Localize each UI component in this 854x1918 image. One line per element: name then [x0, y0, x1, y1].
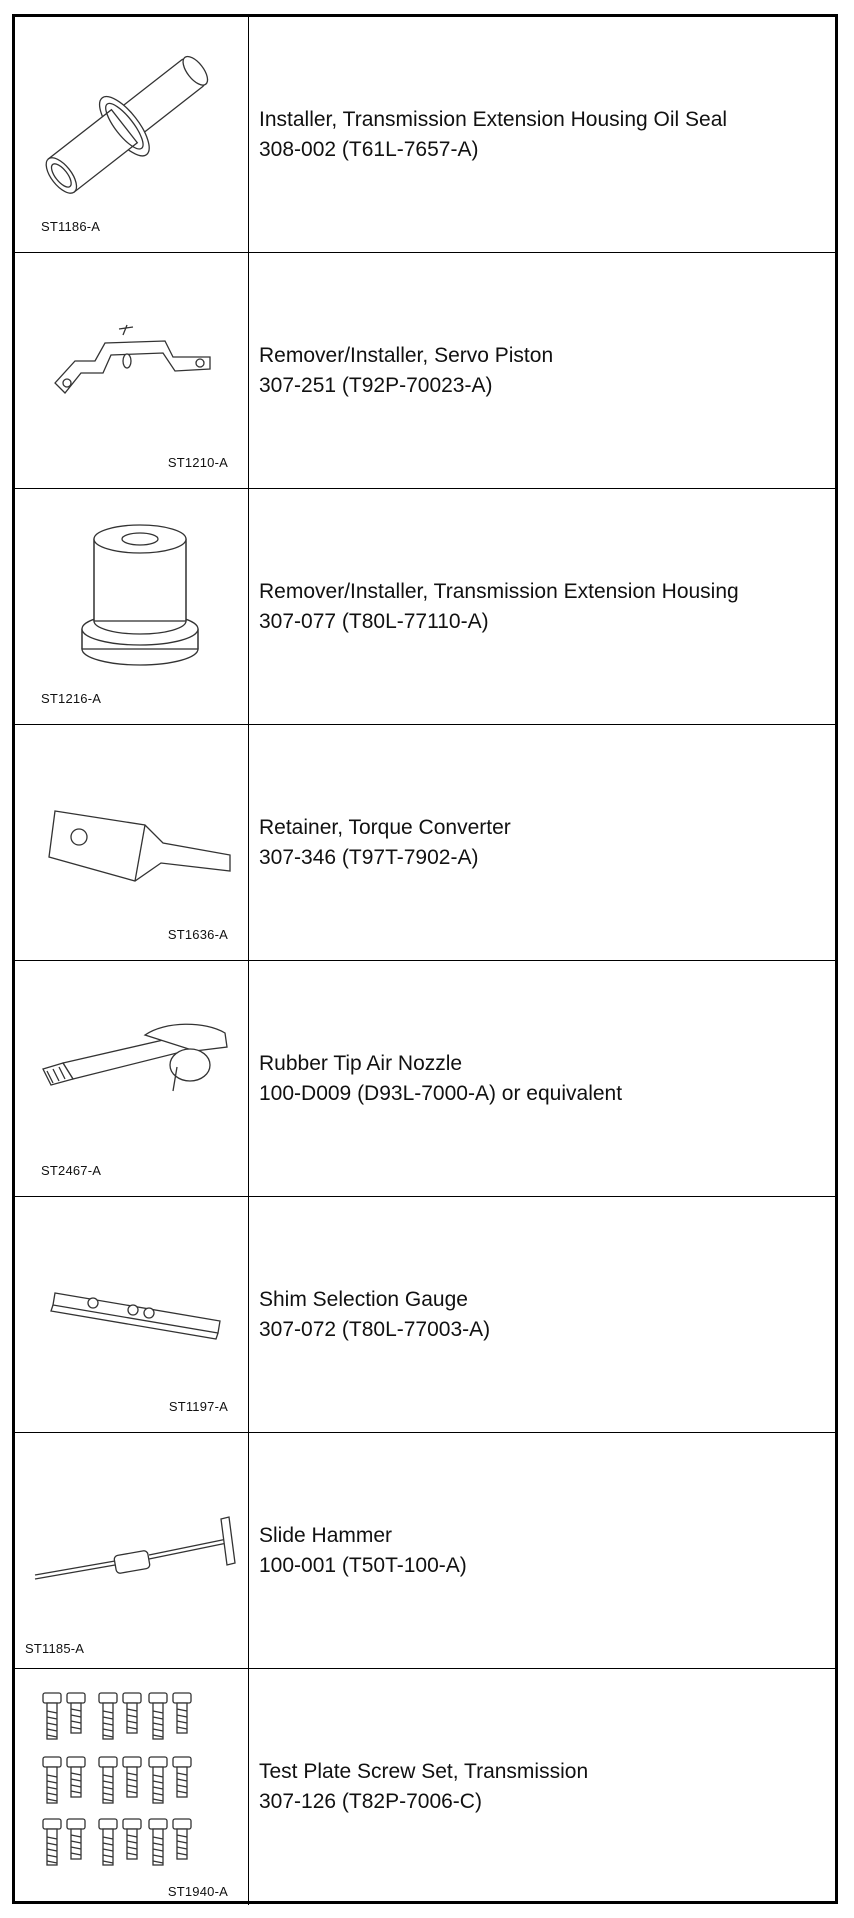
- tool-row: [15, 17, 835, 253]
- figure-code: ST1186-A: [41, 219, 101, 234]
- figure-code: ST1210-A: [167, 455, 228, 470]
- servo-piston-tool-icon: [15, 253, 249, 489]
- seal-installer-icon: [15, 17, 249, 253]
- figure-code: ST1197-A: [168, 1399, 228, 1414]
- figure-code: ST1636-A: [167, 927, 228, 942]
- figure-code: ST1185-A: [25, 1641, 85, 1656]
- tool-row: [15, 1669, 835, 1905]
- figure-code: ST1216-A: [41, 691, 102, 706]
- tool-illustration-cell: [15, 961, 249, 1196]
- tool-description: [259, 1669, 829, 1905]
- tool-title: Remover/Installer, Servo Piston: [259, 343, 554, 367]
- tool-row: [15, 1433, 835, 1669]
- tool-title: Test Plate Screw Set, Transmission: [259, 1760, 589, 1783]
- figure-code: ST1940-A: [167, 1884, 228, 1899]
- tool-title: Rubber Tip Air Nozzle: [259, 1051, 463, 1075]
- figure-code: ST2467-A: [41, 1163, 102, 1178]
- tool-description: [259, 489, 829, 724]
- tool-illustration-cell: [15, 253, 249, 488]
- tool-row: [15, 253, 835, 489]
- air-nozzle-icon: [15, 961, 249, 1197]
- tool-description: [259, 725, 829, 960]
- tool-part-number: 308-002 (T61L-7657-A): [259, 137, 479, 161]
- tool-illustration-cell: [15, 17, 249, 252]
- tool-title: Retainer, Torque Converter: [259, 815, 511, 839]
- tool-title: Slide Hammer: [259, 1523, 393, 1547]
- tool-illustration-cell: [15, 725, 249, 960]
- tool-description: [259, 1433, 829, 1668]
- tool-part-number: 100-D009 (D93L-7000-A) or equivalent: [259, 1081, 623, 1105]
- tool-part-number: 100-001 (T50T-100-A): [259, 1553, 467, 1577]
- tool-description: [259, 961, 829, 1196]
- tool-title: Installer, Transmission Extension Housing Oil Seal: [259, 107, 728, 131]
- tool-description: [259, 17, 829, 252]
- tool-illustration-cell: [15, 489, 249, 724]
- tool-row: [15, 961, 835, 1197]
- tool-part-number: 307-251 (T92P-70023-A): [259, 373, 493, 397]
- tool-part-number: 307-077 (T80L-77110-A): [259, 609, 489, 633]
- tool-part-number: 307-072 (T80L-77003-A): [259, 1317, 491, 1341]
- tool-description: [259, 253, 829, 488]
- tool-illustration-cell: [15, 1433, 249, 1668]
- retainer-strap-icon: [15, 725, 249, 961]
- special-tools-table: [12, 14, 838, 1904]
- tool-part-number: 307-126 (T82P-7006-C): [259, 1790, 482, 1813]
- tool-row: [15, 1197, 835, 1433]
- tool-description: [259, 1197, 829, 1432]
- tool-title: Remover/Installer, Transmission Extension Housing: [259, 579, 739, 603]
- tool-part-number: 307-346 (T97T-7902-A): [259, 845, 479, 869]
- tool-row: [15, 489, 835, 725]
- tool-title: Shim Selection Gauge: [259, 1287, 468, 1311]
- screw-set-icon: [15, 1669, 249, 1905]
- shim-gauge-icon: [15, 1197, 249, 1433]
- tool-illustration-cell: [15, 1669, 249, 1905]
- tool-illustration-cell: [15, 1197, 249, 1432]
- housing-tool-icon: [15, 489, 249, 725]
- tool-row: [15, 725, 835, 961]
- slide-hammer-icon: [15, 1433, 249, 1669]
